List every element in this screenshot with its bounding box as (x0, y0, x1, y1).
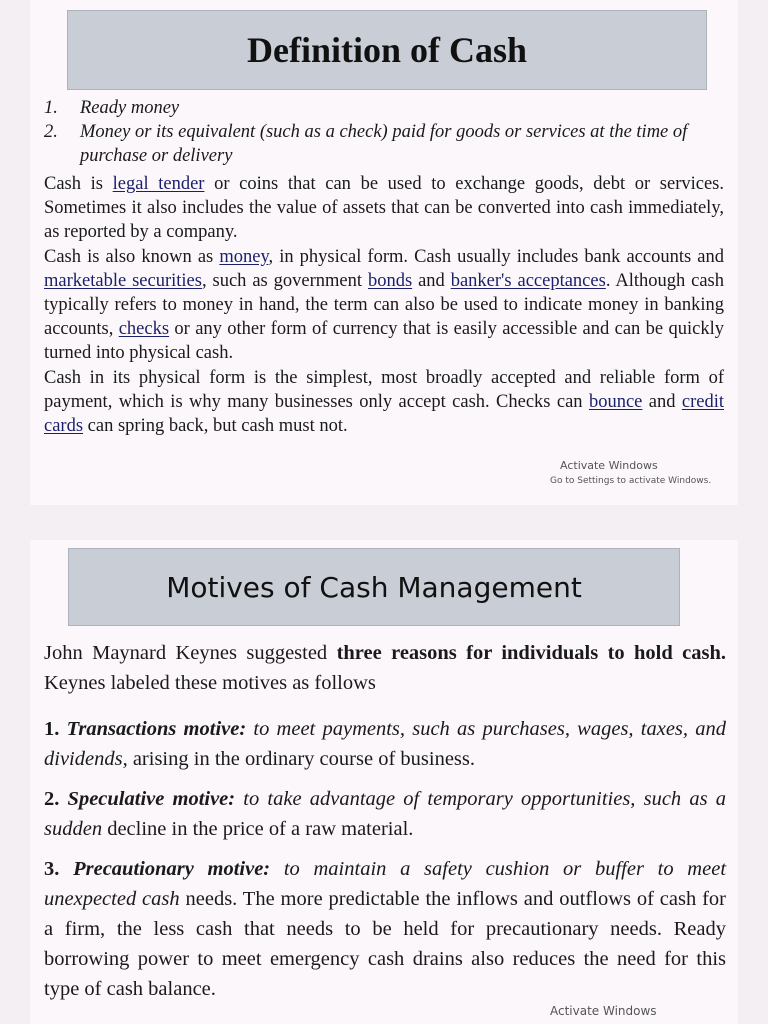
paragraph-money (44, 245, 724, 365)
text: and (412, 271, 451, 291)
list-text: Ready money (80, 98, 180, 118)
motive-number: 2. (44, 788, 60, 810)
paragraph-physical-form (44, 366, 724, 438)
link-bankers-acceptances[interactable]: banker's acceptances (450, 271, 606, 291)
text: John Maynard Keynes suggested (44, 642, 337, 664)
motive-number: 1. (44, 718, 60, 740)
list-number: 2. (44, 122, 58, 142)
slide-title: Motives of Cash Management (68, 548, 680, 626)
link-legal-tender[interactable]: legal tender (112, 174, 205, 194)
motive-name: Transactions motive: (66, 718, 247, 740)
activate-windows-hint: Go to Settings to activate Windows. (550, 476, 712, 486)
numbered-list (44, 96, 724, 168)
list-item (44, 120, 724, 168)
text: can spring back, but cash must not. (83, 416, 348, 436)
paragraph-legal-tender (44, 172, 724, 244)
text: Cash in its physical form is the simplest, most broadly accepted and reliable form of payment, which is why many businesses only accept cash. Checks can (44, 368, 724, 412)
text: , in physical form. Cash usually includes bank accounts and (268, 247, 724, 267)
link-marketable-securities[interactable]: marketable securities (44, 271, 202, 291)
motive-speculative (44, 784, 726, 844)
slide-motives-of-cash-management (30, 540, 738, 1024)
text: , such as government (201, 271, 368, 291)
motive-name: Speculative motive: (67, 788, 236, 810)
motive-precautionary (44, 854, 726, 1004)
text: or any other form of currency that is easily accessible and can be quickly turned into physical cash. (44, 319, 724, 363)
list-item (44, 96, 724, 120)
activate-windows-watermark: Activate Windows (550, 1004, 657, 1018)
motive-description: to maintain a safety cushion or buffer to meet unexpected cash (44, 858, 727, 910)
link-checks[interactable]: checks (118, 319, 170, 339)
slide-definition-of-cash (30, 0, 738, 505)
bold-text: three reasons for individuals to hold cash. (336, 642, 726, 664)
text: and (642, 392, 682, 412)
intro-paragraph (44, 638, 726, 698)
link-bounce[interactable]: bounce (588, 392, 643, 412)
motive-number: 3. (44, 858, 60, 880)
text: or coins that can be used to exchange goods, debt or services. Sometimes it also includes the value of assets that can be converted into cash immediately, as reported by a company. (44, 174, 724, 242)
link-money[interactable]: money (219, 247, 269, 267)
link-bonds[interactable]: bonds (367, 271, 413, 291)
motive-name: Precautionary motive: (73, 858, 271, 880)
motive-description: to meet payments, such as purchases, wages, taxes, and dividends, (44, 718, 726, 770)
motive-transactions (44, 714, 726, 774)
text: Cash is also known as (44, 247, 220, 267)
link-credit-cards[interactable]: credit cards (44, 392, 724, 436)
list-number: 1. (44, 98, 58, 118)
slide-title: Definition of Cash (67, 10, 707, 90)
activate-windows-watermark: Activate Windows (560, 459, 658, 472)
motive-rest: arising in the ordinary course of business. (127, 748, 475, 770)
motive-description: to take advantage of temporary opportunities, such as a sudden (44, 788, 726, 840)
motive-rest: needs. The more predictable the inflows and outflows of cash for a firm, the less cash that needs to be held for precautionary needs. Ready borrowing power to meet emergency cash drains also reduces the need for this type of cash balance. (44, 888, 726, 1000)
slide-body (44, 638, 726, 1014)
list-text: Money or its equivalent (such as a check) paid for goods or services at the time of purchase or delivery (80, 122, 688, 166)
text: Keynes labeled these motives as follows (44, 672, 376, 694)
text: Cash is (44, 174, 113, 194)
text: . Although cash typically refers to money in hand, the term can also be used to indicate money in banking accounts, (44, 271, 725, 339)
slide-body (44, 96, 724, 438)
motive-rest: decline in the price of a raw material. (102, 818, 414, 840)
